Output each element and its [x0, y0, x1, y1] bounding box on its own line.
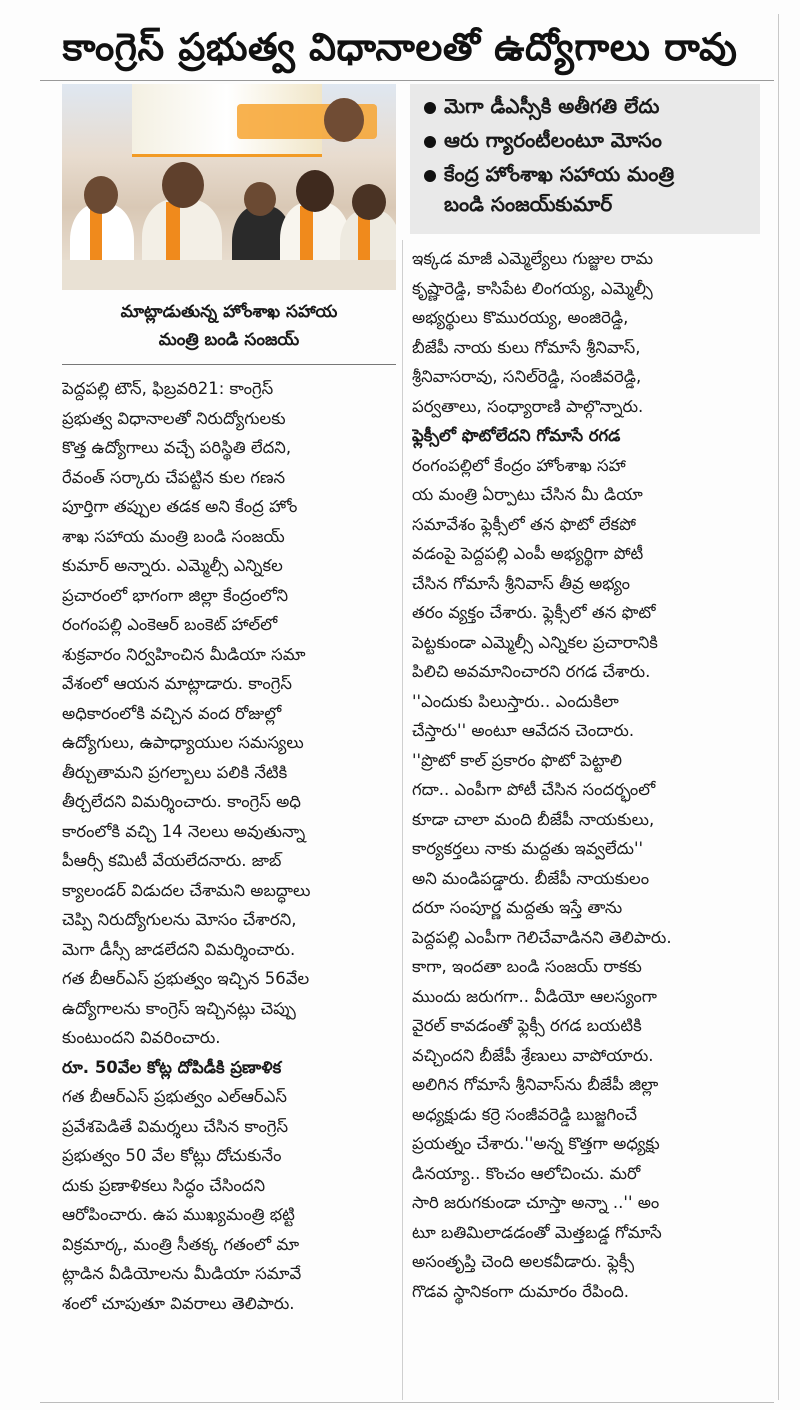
body-line: పెద్దపల్లి ఎంపీగా గెలిచేవాడినని తెలిపారు.	[412, 927, 672, 947]
body-line: అభ్యర్థులు కొమురయ్య, అంజిరెడ్డి,	[412, 308, 629, 327]
photo-floor	[62, 260, 396, 290]
body-line: ఆరోపించారు. ఉప ముఖ్యమంత్రి భట్టి	[62, 1205, 295, 1224]
photo-head-4	[296, 170, 334, 212]
body-line: వైరల్ కావడంతో ఫ్లెక్సీ రగడ బయటికి	[412, 1016, 642, 1035]
body-line: కృష్ణారెడ్డి, కాసిపేట లింగయ్య, ఎమ్మెల్సీ	[412, 278, 653, 298]
body-line: తీర్చలేదని విమర్శించారు. కాంగ్రెస్ అధి	[62, 792, 301, 811]
body-line: పూర్తిగా తప్పుల తడక అని కేంద్ర హోం	[62, 497, 298, 516]
body-line: ప్రభుత్వం 50 వేల కోట్లు దోచుకునేం	[62, 1146, 282, 1165]
body-line: గత బీఆర్ఎస్ ప్రభుత్వం ఎల్ఆర్ఎస్	[62, 1087, 288, 1106]
body-line: చేస్తారు'' అంటూ ఆవేదన చెందారు.	[412, 721, 635, 740]
body-line: పెట్టకుండా ఎమ్మెల్సీ ఎన్నికల ప్రచారానికి	[412, 632, 658, 652]
left-column	[62, 374, 396, 1318]
body-line: అసంతృప్తి చెంది అలకవీడారు. ఫ్లెక్సీ	[412, 1252, 635, 1271]
body-line: గొడవ స్థానికంగా దుమారం రేపింది.	[412, 1281, 630, 1301]
body-line: కార్యకర్తలు నాకు మద్దతు ఇవ్వలేదు''	[412, 839, 644, 858]
headline: కాంగ్రెస్ ప్రభుత్వ విధానాలతో ఉద్యోగాలు రావు	[62, 25, 738, 69]
body-line: ''ప్రొటో కాల్ ప్రకారం ఫొటో పెట్టాలి	[412, 750, 622, 770]
body-line: శుక్రవారం నిర్వహించిన మీడియా సమా	[62, 644, 306, 664]
highlight-item: ఆరు గ్యారంటీలంటూ మోసం	[424, 126, 662, 154]
body-line: ఇక్కడ మాజీ ఎమ్మెల్యేలు గుజ్జుల రామ	[412, 249, 654, 268]
right-column	[412, 244, 760, 1306]
body-line: ప్రభుత్వ విధానాలతో నిరుద్యోగులకు	[62, 408, 286, 428]
subheading: రూ. 50వేల కోట్ల దోపిడీకి ప్రణాళిక	[62, 1057, 282, 1077]
caption-line-2: మంత్రి బండి సంజయ్	[158, 330, 300, 350]
subheading: ఫ్లెక్సీలో ఫొటోలేదని గోమాసే రగడ	[412, 426, 621, 445]
highlight-item: కేంద్ర హోంశాఖ సహాయ మంత్రి	[424, 160, 674, 188]
body-line: పెద్దపల్లి టౌన్, ఫిబ్రవరి21: కాంగ్రెస్	[62, 379, 274, 398]
bullet-icon	[424, 136, 436, 148]
bullet-icon	[424, 102, 436, 114]
photo-caption	[62, 298, 396, 354]
body-line: కొత్త ఉద్యోగాలు వచ్చే పరిస్థితి లేదని,	[62, 438, 292, 457]
body-line: ఉద్యోగాలను కాంగ్రెస్ ఇచ్చినట్లు చెప్పు	[62, 998, 296, 1018]
body-line: య మంత్రి ఏర్పాటు చేసిన మీ డియా	[412, 485, 643, 504]
body-line: బీజేపీ నాయ కులు గోమాసే శ్రీనివాస్,	[412, 337, 641, 357]
body-line: సారి జరుగకుండా చూస్తా అన్నా ..'' అం	[412, 1193, 660, 1212]
body-line: చెప్పి నిరుద్యోగులను మోసం చేశారని,	[62, 910, 297, 929]
body-line: తరం వ్యక్తం చేశారు. ఫ్లెక్సీలో తన ఫొటో	[412, 603, 656, 622]
body-line: వేశంలో ఆయన మాట్లాడారు. కాంగ్రెస్	[62, 674, 292, 693]
bottom-rule	[40, 1402, 774, 1403]
highlight-item-continued: బండి సంజయ్‌కుమార్	[444, 192, 613, 216]
body-line: దరూ సంపూర్ణ మద్దతు ఇస్తే తాను	[412, 898, 623, 917]
photo-head-5	[352, 184, 386, 220]
body-line: కూడా చాలా మంది బీజేపీ నాయకులు,	[412, 809, 655, 829]
column-divider	[402, 240, 403, 1400]
body-line: పర్వతాలు, సంధ్యారాణి పాల్గొన్నారు.	[412, 396, 644, 416]
body-line: కాగా, ఇందతా బండి సంజయ్ రాకకు	[412, 957, 642, 976]
body-line: ముందు జరుగగా.. వీడియో ఆలస్యంగా	[412, 986, 657, 1006]
body-line: వచ్చిందని బీజేపీ శ్రేణులు వాపోయారు.	[412, 1045, 654, 1065]
body-line: కుమార్ అన్నారు. ఎమ్మెల్సీ ఎన్నికల	[62, 556, 283, 575]
body-line: రంగంపల్లి ఎంకెఆర్ బంకెట్ హాల్‌లో	[62, 615, 278, 634]
body-line: తీర్చుతామని ప్రగల్బాలు పలికి నేటికి	[62, 762, 288, 782]
body-line: మెగా డీస్సీ జాడలేదని విమర్శించారు.	[62, 939, 296, 959]
body-line: కుంటుందని వివరించారు.	[62, 1028, 221, 1047]
body-line: ప్రవేశపెడితే విమర్శలు చేసిన కాంగ్రెస్	[62, 1116, 289, 1136]
headline-rule	[40, 80, 774, 81]
body-line: అధికారంలోకి వచ్చిన వంద రోజుల్లో	[62, 703, 282, 723]
body-line: గదా.. ఎంపీగా పోటీ చేసిన సందర్భంలో	[412, 780, 656, 799]
highlights-box	[410, 84, 760, 234]
body-line: అలిగిన గోమాసే శ్రీనివాస్‌ను బీజేపీ జిల్లా	[412, 1075, 659, 1094]
bullet-icon	[424, 170, 436, 182]
body-line: డినయ్యా.. కొంచం ఆలోచించు. మరో	[412, 1163, 641, 1183]
body-line: విక్రమార్క, మంత్రి సీతక్క గతంలో మా	[62, 1234, 300, 1254]
body-line: కారంలోకి వచ్చి 14 నెలలు అవుతున్నా	[62, 821, 306, 841]
caption-rule	[62, 364, 396, 365]
body-line: అని మండిపడ్డారు. బీజేపీ నాయకులం	[412, 868, 650, 888]
body-line: శాఖ సహాయ మంత్రి బండి సంజయ్	[62, 526, 285, 546]
body-line: గత బీఆర్ఎస్ ప్రభుత్వం ఇచ్చిన 56వేల	[62, 969, 310, 988]
body-line: రంగంపల్లిలో కేంద్రం హోంశాఖ సహా	[412, 455, 626, 475]
photo-head-1	[84, 176, 118, 214]
caption-line-1: మాట్లాడుతున్న హోంశాఖ సహాయ	[120, 302, 338, 322]
body-line: చేసిన గోమాసే శ్రీనివాస్ తీవ్ర అభ్యం	[412, 573, 630, 593]
body-line: ప్రయత్నం చేశారు.''అన్న కొత్తగా అధ్యక్షు	[412, 1134, 660, 1153]
body-line: శంలో చూపుతూ వివరాలు తెలిపారు.	[62, 1293, 295, 1313]
body-line: రేవంత్ సర్కారు చేపట్టిన కుల గణన	[62, 467, 286, 487]
highlight-item: మెగా డీఎస్సీకి అతీగతి లేదు	[424, 92, 659, 120]
photo-head-2	[162, 162, 204, 208]
body-line: వడంపై పెద్దపల్లి ఎంపీ అభ్యర్థిగా పోటీ	[412, 544, 644, 563]
body-line: పీఆర్సీ కమిటీ వేయలేదనారు. జాబ్	[62, 851, 282, 870]
body-line: ఉద్యోగులు, ఉపాధ్యాయుల సమస్యలు	[62, 733, 304, 752]
body-line: దుకు ప్రణాళికలు సిద్ధం చేసిందని	[62, 1175, 266, 1195]
body-line: అధ్యక్షుడు కర్రె సంజీవరెడ్డి బుజ్జగించే	[412, 1104, 638, 1124]
photo-head-3	[244, 182, 276, 216]
body-line: ప్రచారంలో భాగంగా జిల్లా కేంద్రంలోని	[62, 585, 289, 605]
body-line: శ్రీనివాసరావు, సనిల్‌రెడ్డి, సంజీవరెడ్డి,	[412, 367, 642, 386]
body-line: క్యాలండర్ విడుదల చేశామని అబద్ధాలు	[62, 880, 311, 900]
body-line: టూ బతిమిలాడడంతో మెత్తబడ్డ గోమాసే	[412, 1222, 662, 1242]
body-line: పిలిచి అవమానించారని రగడ చేశారు.	[412, 662, 651, 681]
body-line: ట్లాడిన వీడియోలను మీడియా సమావే	[62, 1264, 302, 1283]
body-line: సమావేశం ఫ్లెక్సీలో తన ఫొటో లేకపో	[412, 514, 636, 534]
photo-poster-face	[324, 98, 364, 142]
news-photo	[62, 84, 396, 290]
body-line: ''ఎందుకు పిలుస్తారు.. ఎందుకిలా	[412, 691, 619, 711]
